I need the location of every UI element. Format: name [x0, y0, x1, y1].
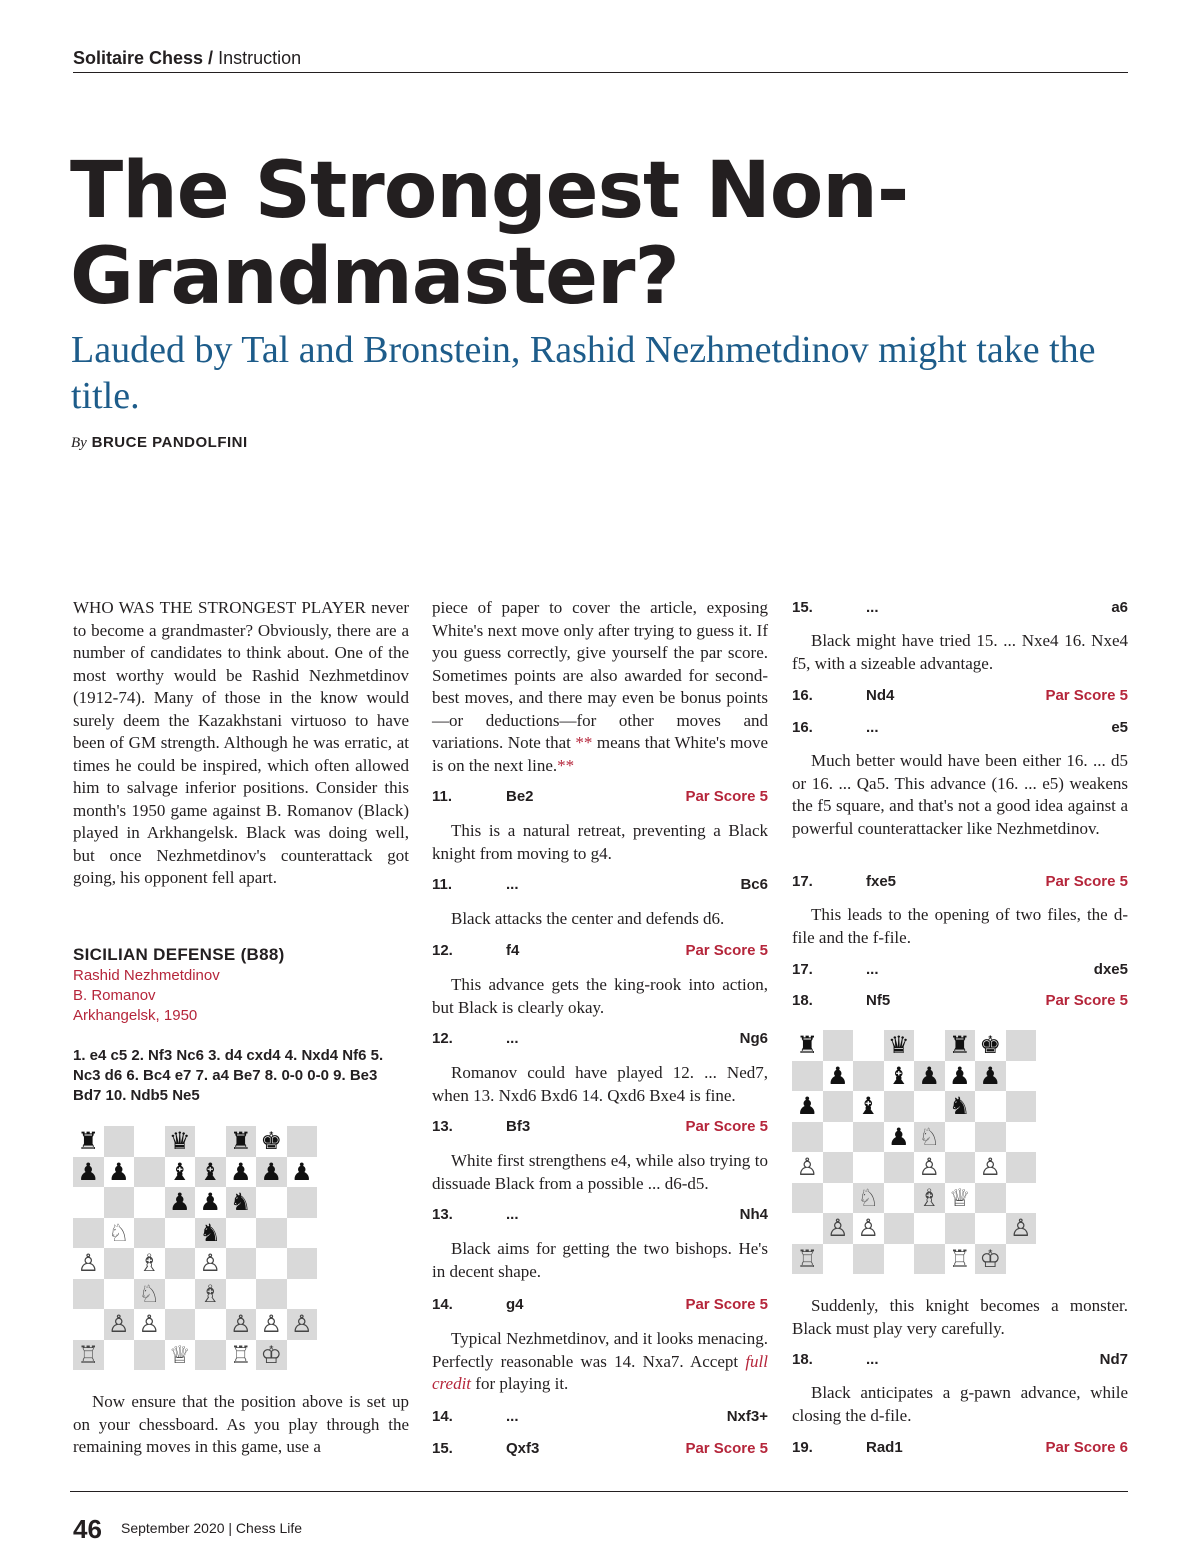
- board-square: [256, 1187, 287, 1218]
- stars-marker-end: **: [557, 755, 575, 775]
- board-square: [1006, 1091, 1037, 1122]
- board-square: [975, 1244, 1006, 1275]
- move-number: 12.: [432, 942, 453, 959]
- par-score: Par Score 5: [685, 1440, 768, 1457]
- black-queen-icon: ♛: [168, 1127, 191, 1156]
- white-rook-icon: ♖: [229, 1340, 252, 1369]
- move-number: 14.: [432, 1408, 453, 1425]
- board-square: [884, 1213, 915, 1244]
- board-square: [287, 1340, 318, 1371]
- move-dots: ...: [506, 1408, 519, 1425]
- board-square: [853, 1091, 884, 1122]
- white-rook-icon: ♖: [948, 1244, 971, 1273]
- board-square: [287, 1279, 318, 1310]
- board-square: [1006, 1152, 1037, 1183]
- board-square: [256, 1126, 287, 1157]
- board-square: [1006, 1030, 1037, 1061]
- board-square: [853, 1244, 884, 1275]
- running-header: [73, 48, 1128, 69]
- board-square: [287, 1218, 318, 1249]
- black-pawn-icon: ♟: [107, 1157, 130, 1186]
- board-square: [853, 1183, 884, 1214]
- move-text: Nf5: [866, 992, 891, 1009]
- board-square: [823, 1091, 854, 1122]
- move-number: 11.: [432, 876, 453, 893]
- board-square: [792, 1061, 823, 1092]
- board-square: [104, 1157, 135, 1188]
- game-white-player: Rashid Nezhmetdinov: [73, 967, 220, 984]
- black-queen-icon: ♛: [887, 1031, 910, 1060]
- board-square: [165, 1309, 196, 1340]
- black-pawn-icon: ♟: [260, 1157, 282, 1186]
- move-number: 13.: [432, 1206, 453, 1223]
- move-text: dxe5: [1093, 961, 1128, 978]
- move-text: f4: [506, 942, 520, 959]
- board-square: [104, 1248, 135, 1279]
- board-square: [945, 1183, 976, 1214]
- black-rook-icon: ♜: [77, 1127, 99, 1156]
- move-row: [792, 1437, 1128, 1459]
- board-square: [195, 1279, 226, 1310]
- move-note: Black aims for getting the two bishops. He's in decent shape.: [432, 1239, 768, 1281]
- move-text: Qxf3: [506, 1440, 540, 1457]
- board-square: [104, 1126, 135, 1157]
- board-square: [792, 1091, 823, 1122]
- move-text: Nh4: [739, 1206, 768, 1223]
- board-square: [914, 1030, 945, 1061]
- board-square: [226, 1309, 257, 1340]
- board-square: [165, 1157, 196, 1188]
- board-square: [823, 1183, 854, 1214]
- board-square: [256, 1340, 287, 1371]
- par-score: Par Score 6: [1045, 1439, 1128, 1456]
- board-square: [792, 1244, 823, 1275]
- move-note: This leads to the opening of two files, the d-file and the f-file.: [792, 905, 1128, 947]
- board-square: [134, 1157, 165, 1188]
- board-square: [73, 1340, 104, 1371]
- board-square: [914, 1122, 945, 1153]
- black-pawn-icon: ♟: [796, 1092, 818, 1121]
- white-bishop-icon: ♗: [199, 1279, 221, 1308]
- white-pawn-icon: ♙: [229, 1310, 252, 1339]
- white-king-icon: ♔: [260, 1340, 282, 1369]
- board-square: [914, 1152, 945, 1183]
- board-square: [73, 1187, 104, 1218]
- chess-diagram-1: [73, 1126, 317, 1370]
- white-pawn-icon: ♙: [1009, 1214, 1032, 1243]
- board-square: [165, 1340, 196, 1371]
- board-square: [823, 1213, 854, 1244]
- move-row: [432, 786, 768, 808]
- move-row: [792, 717, 1128, 739]
- white-rook-icon: ♖: [77, 1340, 99, 1369]
- board-square: [1006, 1244, 1037, 1275]
- move-number: 19.: [792, 1439, 813, 1456]
- board-square: [792, 1152, 823, 1183]
- board-square: [1006, 1183, 1037, 1214]
- move-number: 16.: [792, 687, 813, 704]
- instructions-text-b: means that White's move is on the next line.: [432, 733, 768, 775]
- move-text: Rad1: [866, 1439, 903, 1456]
- white-pawn-icon: ♙: [918, 1153, 940, 1182]
- board-square: [945, 1061, 976, 1092]
- move-text: Bc6: [740, 876, 768, 893]
- board-square: [256, 1279, 287, 1310]
- board-square: [945, 1091, 976, 1122]
- intro-paragraph: WHO WAS THE STRONGEST PLAYER never to become a grandmaster? Obviously, there are a number of candidates to think about. One of the most worthy would be Rashid Nezhmetdinov (1912-74). Many of those in the know would surely deem the Kazakhstani virtuoso to have been of GM strength. Although he was erratic, at times he could be inspired, which often allowed him to salvage inferior positions. Consider this month's 1950 game against B. Romanov (Black) played in Arkhangelsk. Black was doing well, but once Nezhmetdinov's counterattack got going, his opponent fell apart.: [73, 598, 409, 887]
- white-queen-icon: ♕: [948, 1183, 971, 1212]
- move-text: Nd7: [1099, 1351, 1128, 1368]
- move-dots: ...: [506, 876, 519, 893]
- board-square: [287, 1187, 318, 1218]
- par-score: Par Score 5: [685, 788, 768, 805]
- board-square: [914, 1061, 945, 1092]
- article-subtitle: Lauded by Tal and Bronstein, Rashid Nezhmetdinov might take the title.: [71, 329, 1096, 417]
- board-square: [853, 1122, 884, 1153]
- board-square: [73, 1309, 104, 1340]
- move-number: 12.: [432, 1030, 453, 1047]
- white-king-icon: ♔: [979, 1244, 1001, 1273]
- board-square: [256, 1157, 287, 1188]
- move-number: 18.: [792, 992, 813, 1009]
- board-square: [165, 1279, 196, 1310]
- board-square: [256, 1248, 287, 1279]
- move-note: [432, 1328, 768, 1396]
- move-number: 15.: [792, 599, 813, 616]
- move-number: 17.: [792, 873, 813, 890]
- move-row: [792, 1349, 1128, 1371]
- board-square: [914, 1183, 945, 1214]
- game-black-player: B. Romanov: [73, 987, 156, 1004]
- board-square: [853, 1152, 884, 1183]
- black-bishop-icon: ♝: [199, 1157, 221, 1186]
- move-text: Ng6: [739, 1030, 768, 1047]
- move-text: e5: [1111, 719, 1128, 736]
- board-square: [1006, 1061, 1037, 1092]
- move-note: Suddenly, this knight becomes a monster. Black must play very carefully.: [792, 1296, 1128, 1338]
- board-square: [73, 1126, 104, 1157]
- board-square: [945, 1244, 976, 1275]
- board-square: [823, 1030, 854, 1061]
- black-bishop-icon: ♝: [887, 1061, 910, 1090]
- move-text: Be2: [506, 788, 534, 805]
- move-dots: ...: [866, 961, 879, 978]
- board-square: [975, 1152, 1006, 1183]
- board-square: [165, 1126, 196, 1157]
- black-bishop-icon: ♝: [857, 1092, 879, 1121]
- board-square: [195, 1218, 226, 1249]
- byline-author: BRUCE PANDOLFINI: [91, 434, 248, 451]
- board-square: [884, 1030, 915, 1061]
- board-square: [823, 1244, 854, 1275]
- board-square: [195, 1157, 226, 1188]
- white-knight-icon: ♘: [857, 1183, 879, 1212]
- white-pawn-icon: ♙: [199, 1249, 221, 1278]
- board-square: [134, 1309, 165, 1340]
- move-row: [792, 685, 1128, 707]
- move-note: White first strengthens e4, while also trying to dissuade Black from a possible ... d6-d5.: [432, 1151, 768, 1193]
- move-note-text-b: for playing it.: [471, 1374, 569, 1393]
- board-square: [914, 1244, 945, 1275]
- move-row: [432, 1294, 768, 1316]
- move-note: Much better would have been either 16. ... d5 or 16. ... Qa5. This advance (16. ... e5) weakens the f5 square, and that's not a good idea against a powerful counterattacker like Nezhmetdinov.: [792, 751, 1128, 838]
- black-pawn-icon: ♟: [199, 1188, 221, 1217]
- stars-marker: **: [575, 733, 593, 752]
- move-note: Black might have tried 15. ... Nxe4 16. Nxe4 f5, with a sizeable advantage.: [792, 631, 1128, 673]
- black-pawn-icon: ♟: [979, 1061, 1001, 1090]
- board-square: [945, 1213, 976, 1244]
- board-square: [226, 1126, 257, 1157]
- opening-name: SICILIAN DEFENSE (B88): [73, 945, 285, 964]
- section-category: Instruction: [213, 48, 302, 68]
- move-note-text-a: Typical Nezhmetdinov, and it looks menacing. Perfectly reasonable was 14. Nxa7. Accept: [432, 1329, 768, 1371]
- board-square: [975, 1183, 1006, 1214]
- black-pawn-icon: ♟: [918, 1061, 940, 1090]
- board-square: [853, 1061, 884, 1092]
- move-number: 14.: [432, 1296, 453, 1313]
- white-rook-icon: ♖: [796, 1244, 818, 1273]
- move-text: Bf3: [506, 1118, 531, 1135]
- white-knight-icon: ♘: [918, 1122, 940, 1151]
- board-square: [884, 1091, 915, 1122]
- white-pawn-icon: ♙: [107, 1310, 130, 1339]
- board-square: [104, 1279, 135, 1310]
- par-score: Par Score 5: [1045, 873, 1128, 890]
- board-square: [104, 1340, 135, 1371]
- move-dots: ...: [866, 1351, 879, 1368]
- board-square: [165, 1248, 196, 1279]
- board-square: [975, 1213, 1006, 1244]
- board-square: [1006, 1213, 1037, 1244]
- board-square: [792, 1122, 823, 1153]
- board-square: [914, 1213, 945, 1244]
- black-pawn-icon: ♟: [290, 1157, 313, 1186]
- move-row: [792, 990, 1128, 1012]
- move-note: Black anticipates a g-pawn advance, while closing the d-file.: [792, 1383, 1128, 1425]
- move-note: Black attacks the center and defends d6.: [451, 909, 725, 928]
- board-square: [134, 1248, 165, 1279]
- board-square: [884, 1061, 915, 1092]
- black-rook-icon: ♜: [796, 1031, 818, 1060]
- board-square: [134, 1187, 165, 1218]
- white-pawn-icon: ♙: [77, 1249, 99, 1278]
- white-bishop-icon: ♗: [138, 1249, 160, 1278]
- move-row: [432, 1204, 768, 1226]
- board-square: [287, 1157, 318, 1188]
- move-note: This advance gets the king-rook into action, but Black is clearly okay.: [432, 975, 768, 1017]
- move-dots: ...: [866, 599, 879, 616]
- white-pawn-icon: ♙: [826, 1214, 849, 1243]
- board-square: [226, 1157, 257, 1188]
- par-score: Par Score 5: [1045, 687, 1128, 704]
- board-square: [226, 1279, 257, 1310]
- board-square: [853, 1030, 884, 1061]
- article-title: The Strongest Non-Grandmaster?: [70, 146, 909, 322]
- board-square: [975, 1061, 1006, 1092]
- black-pawn-icon: ♟: [77, 1157, 99, 1186]
- board-square: [165, 1187, 196, 1218]
- board-square: [104, 1187, 135, 1218]
- black-knight-icon: ♞: [199, 1218, 221, 1247]
- move-dots: ...: [866, 719, 879, 736]
- black-pawn-icon: ♟: [229, 1157, 252, 1186]
- move-row: [432, 940, 768, 962]
- board-square: [823, 1122, 854, 1153]
- move-text: a6: [1111, 599, 1128, 616]
- move-number: 18.: [792, 1351, 813, 1368]
- board-square: [195, 1340, 226, 1371]
- board-square: [256, 1218, 287, 1249]
- move-number: 13.: [432, 1118, 453, 1135]
- board-square: [134, 1279, 165, 1310]
- board-square: [104, 1309, 135, 1340]
- board-instructions-paragraph: Now ensure that the position above is set up on your chessboard. As you play through the remaining moves in this game, use a: [73, 1392, 409, 1456]
- board-square: [226, 1340, 257, 1371]
- par-score: Par Score 5: [685, 1296, 768, 1313]
- move-row: [792, 597, 1128, 619]
- board-square: [914, 1091, 945, 1122]
- move-note: Romanov could have played 12. ... Ned7, when 13. Nxd6 Bxd6 14. Qxd6 Bxe4 is fine.: [432, 1063, 768, 1105]
- page-number: 46: [73, 1514, 102, 1544]
- board-square: [256, 1309, 287, 1340]
- move-row: [432, 1406, 768, 1428]
- move-row: [792, 871, 1128, 893]
- board-square: [884, 1152, 915, 1183]
- board-square: [287, 1309, 318, 1340]
- black-pawn-icon: ♟: [887, 1122, 910, 1151]
- board-square: [853, 1213, 884, 1244]
- board-square: [104, 1218, 135, 1249]
- move-text: fxe5: [866, 873, 897, 890]
- header-rule: [73, 72, 1128, 73]
- move-number: 17.: [792, 961, 813, 978]
- board-square: [226, 1187, 257, 1218]
- par-score: Par Score 5: [685, 1118, 768, 1135]
- board-square: [287, 1126, 318, 1157]
- move-dots: ...: [506, 1030, 519, 1047]
- white-knight-icon: ♘: [138, 1279, 160, 1308]
- board-square: [134, 1126, 165, 1157]
- board-square: [792, 1213, 823, 1244]
- instructions-text-a: piece of paper to cover the article, exposing White's next move only after trying to guess it. If you guess correctly, give yourself the par score. Sometimes points are also awarded for second-best moves, and there may even be bonus points—or deductions—for other moves and variations. Note that: [432, 598, 768, 752]
- board-square: [165, 1218, 196, 1249]
- black-pawn-icon: ♟: [826, 1061, 849, 1090]
- board-square: [134, 1340, 165, 1371]
- board-square: [975, 1091, 1006, 1122]
- white-pawn-icon: ♙: [857, 1214, 879, 1243]
- board-square: [1006, 1122, 1037, 1153]
- byline: [71, 433, 248, 452]
- white-bishop-icon: ♗: [918, 1183, 940, 1212]
- game-moves: 1. e4 c5 2. Nf3 Nc6 3. d4 cxd4 4. Nxd4 Nf6 5. Nc3 d6 6. Bc4 e7 7. a4 Be7 8. 0-0 0-0 9. Be3 Bd7 10. Ndb5 Ne5: [73, 1047, 384, 1104]
- black-bishop-icon: ♝: [168, 1157, 191, 1186]
- instructions-continued: [432, 597, 768, 777]
- game-place: Arkhangelsk, 1950: [73, 1007, 198, 1024]
- move-number: 15.: [432, 1440, 453, 1457]
- board-square: [823, 1061, 854, 1092]
- black-king-icon: ♚: [260, 1127, 282, 1156]
- board-square: [945, 1122, 976, 1153]
- move-row: [432, 1028, 768, 1050]
- white-pawn-icon: ♙: [138, 1310, 160, 1339]
- par-score: Par Score 5: [1045, 992, 1128, 1009]
- move-text: Nxf3+: [726, 1408, 768, 1425]
- black-rook-icon: ♜: [948, 1031, 971, 1060]
- black-pawn-icon: ♟: [948, 1061, 971, 1090]
- board-square: [884, 1183, 915, 1214]
- footer-rule: [70, 1491, 1128, 1492]
- board-square: [73, 1218, 104, 1249]
- board-square: [884, 1244, 915, 1275]
- move-dots: ...: [506, 1206, 519, 1223]
- move-number: 11.: [432, 788, 453, 805]
- white-knight-icon: ♘: [107, 1218, 130, 1247]
- issue-info: September 2020 | Chess Life: [121, 1520, 303, 1536]
- white-pawn-icon: ♙: [260, 1310, 282, 1339]
- board-square: [226, 1248, 257, 1279]
- move-text: Nd4: [866, 687, 895, 704]
- move-row: [432, 1116, 768, 1138]
- board-square: [195, 1187, 226, 1218]
- move-row: [792, 959, 1128, 981]
- board-square: [945, 1152, 976, 1183]
- move-row: [432, 874, 768, 896]
- white-pawn-icon: ♙: [796, 1153, 818, 1182]
- black-pawn-icon: ♟: [168, 1188, 191, 1217]
- board-square: [945, 1030, 976, 1061]
- board-square: [823, 1152, 854, 1183]
- full-credit-emphasis: full credit: [432, 1351, 768, 1393]
- par-score: Par Score 5: [685, 942, 768, 959]
- section-name: Solitaire Chess /: [73, 48, 214, 68]
- white-pawn-icon: ♙: [290, 1310, 313, 1339]
- move-note: This is a natural retreat, preventing a Black knight from moving to g4.: [432, 821, 768, 863]
- board-square: [73, 1279, 104, 1310]
- board-square: [975, 1030, 1006, 1061]
- white-pawn-icon: ♙: [979, 1153, 1001, 1182]
- black-knight-icon: ♞: [948, 1092, 971, 1121]
- black-rook-icon: ♜: [229, 1127, 252, 1156]
- board-square: [195, 1248, 226, 1279]
- board-square: [226, 1218, 257, 1249]
- board-square: [134, 1218, 165, 1249]
- chess-diagram-2: [792, 1030, 1036, 1274]
- board-square: [195, 1126, 226, 1157]
- board-square: [884, 1122, 915, 1153]
- column-1: [73, 597, 409, 913]
- board-square: [73, 1157, 104, 1188]
- byline-by: By: [71, 435, 87, 451]
- board-square: [73, 1248, 104, 1279]
- move-number: 16.: [792, 719, 813, 736]
- black-knight-icon: ♞: [229, 1188, 252, 1217]
- black-king-icon: ♚: [979, 1031, 1001, 1060]
- board-square: [287, 1248, 318, 1279]
- move-row: [432, 1438, 768, 1460]
- move-text: g4: [506, 1296, 524, 1313]
- board-square: [792, 1030, 823, 1061]
- board-square: [975, 1122, 1006, 1153]
- white-queen-icon: ♕: [168, 1340, 191, 1369]
- board-square: [195, 1309, 226, 1340]
- board-square: [792, 1183, 823, 1214]
